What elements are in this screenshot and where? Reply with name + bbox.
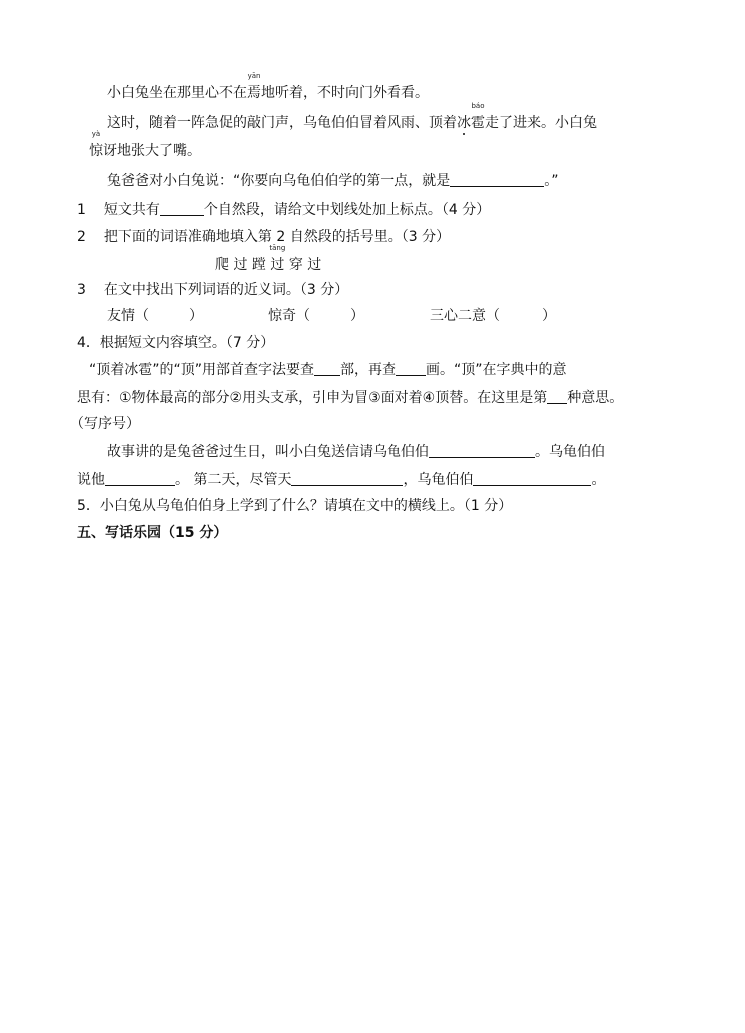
synonym-item-2: 惊奇（ ） <box>268 308 364 324</box>
question-3: 3 在文中找出下列词语的近义词。（3 分） <box>77 282 349 298</box>
synonym-item-3: 三心二意（ ） <box>430 308 556 324</box>
section-5-title: 五、写话乐园（15 分） <box>77 525 228 541</box>
answer-blank[interactable] <box>105 471 175 486</box>
pinyin-annotated-char: yān 焉 <box>247 72 261 101</box>
passage-paragraph-2-cont: yà 惊讶地张大了嘴。 <box>89 130 201 159</box>
pinyin-annotated-char: yà 惊 <box>89 130 103 159</box>
question-2-words: 爬 过 蹚 tāng 过 穿 过 <box>215 244 322 273</box>
answer-blank[interactable] <box>450 172 544 187</box>
answer-blank[interactable] <box>547 389 567 404</box>
question-4-d: 故事讲的是兔爸爸过生日，叫小白兔送信请乌龟伯伯 。乌龟伯伯 <box>107 444 605 460</box>
question-4: 4．根据短文内容填空。（7 分） <box>77 335 275 351</box>
emphasis-dot-char: 冰 <box>457 115 471 131</box>
question-4-b: 思有：①物体最高的部分②用头支承，引申为冒③面对着④顶替。在这里是第 种意思。 <box>77 390 624 406</box>
question-4-e: 说他 。 第二天，尽管天 ，乌龟伯伯 。 <box>77 472 606 488</box>
pinyin-annotated-char: tāng 过 <box>269 244 286 273</box>
question-1: 1 短文共有 个自然段，请给文中划线处加上标点。（4 分） <box>77 202 491 218</box>
question-5: 5．小白兔从乌龟伯伯身上学到了什么？请填在文中的横线上。（1 分） <box>77 498 513 514</box>
question-4-c: （写序号） <box>70 416 140 432</box>
answer-blank[interactable] <box>473 471 591 486</box>
passage-paragraph-3: 兔爸爸对小白兔说：“你要向乌龟伯伯学的第一点，就是 。” <box>107 173 559 189</box>
answer-blank[interactable] <box>396 361 426 376</box>
passage-paragraph-1: 小白兔坐在那里心不在 yān 焉地听着，不时向门外看看。 <box>107 72 429 101</box>
answer-blank[interactable] <box>291 471 403 486</box>
synonym-item-1: 友情（ ） <box>107 308 203 324</box>
passage-paragraph-2: 这时，随着一阵急促的敲门声，乌龟伯伯冒着风雨、顶着冰 báo 雹走了进来。小白兔 <box>107 102 597 131</box>
answer-blank[interactable] <box>314 361 340 376</box>
question-2: 2 把下面的词语准确地填入第 2 自然段的括号里。（3 分） <box>77 229 451 245</box>
question-4-a: “顶着冰雹”的“顶”用部首查字法要查 部，再查 画。“顶”在字典中的意 <box>89 362 567 378</box>
answer-blank[interactable] <box>160 201 204 216</box>
pinyin-annotated-char: báo 雹 <box>471 102 485 131</box>
answer-blank[interactable] <box>429 443 535 458</box>
